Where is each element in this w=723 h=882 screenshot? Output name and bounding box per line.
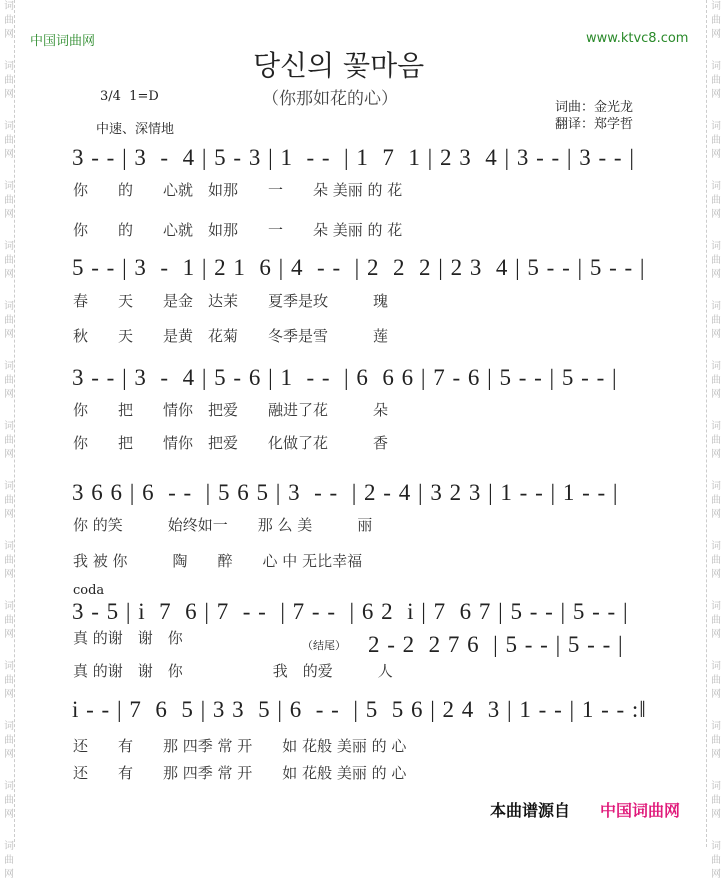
side-watermark: 词 曲 网 bbox=[4, 661, 14, 700]
side-watermark: 词 曲 网 bbox=[4, 601, 14, 640]
side-watermark: 词 曲 网 bbox=[4, 1, 14, 40]
source-site-link[interactable]: 中国词曲网 bbox=[600, 801, 681, 820]
side-watermark: 词 曲 网 bbox=[711, 481, 721, 520]
side-watermark: 词 曲 网 bbox=[4, 121, 14, 160]
side-watermark: 词 曲 网 bbox=[711, 61, 721, 100]
side-watermark: 词 曲 网 bbox=[711, 241, 721, 280]
time-key-signature: 3/4 1=D bbox=[100, 89, 159, 104]
lyrics-1-verse-1: 你 的 心就 如那 一 朵 美丽 的 花 bbox=[73, 181, 403, 199]
notation-line-3: 3 - - | 3 - 4 | 5 - 6 | 1 - - | 6 6 6 | 7 - 6 | 5 - - | 5 - - | bbox=[72, 365, 618, 390]
coda-marking: coda bbox=[73, 583, 105, 598]
side-watermark: 词 曲 网 bbox=[711, 1, 721, 40]
lyrics-5-verse-2: 真 的谢 谢 你 我 的爱 人 bbox=[73, 662, 393, 680]
lyrics-1-verse-2: 你 的 心就 如那 一 朵 美丽 的 花 bbox=[73, 221, 403, 239]
side-watermark: 词 曲 网 bbox=[711, 781, 721, 820]
side-watermark: 词 曲 网 bbox=[4, 181, 14, 220]
side-watermark: 词 曲 网 bbox=[711, 301, 721, 340]
ending-notation: 2 - 2 2 7 6 | 5 - - | 5 - - | bbox=[368, 632, 624, 657]
lyrics-6-verse-2: 还 有 那 四季 常 开 如 花般 美丽 的 心 bbox=[73, 764, 407, 782]
side-watermark: 词 曲 网 bbox=[711, 121, 721, 160]
lyrics-2-verse-1: 春 天 是金 达茉 夏季是玫 瑰 bbox=[73, 292, 389, 310]
source-label: 本曲谱源自 bbox=[490, 801, 571, 820]
side-watermark: 词 曲 网 bbox=[4, 61, 14, 100]
site-url[interactable]: www.ktvc8.com bbox=[586, 31, 689, 46]
song-subtitle: （你那如花的心） bbox=[262, 89, 398, 109]
side-watermark: 词 曲 网 bbox=[711, 601, 721, 640]
side-watermark: 词 曲 网 bbox=[711, 181, 721, 220]
tempo-marking: 中速、深情地 bbox=[96, 122, 175, 137]
lyrics-6-verse-1: 还 有 那 四季 常 开 如 花般 美丽 的 心 bbox=[73, 737, 407, 755]
side-watermark: 词 曲 网 bbox=[4, 481, 14, 520]
lyrics-2-verse-2: 秋 天 是黄 花菊 冬季是雪 莲 bbox=[73, 327, 389, 345]
translator-credit: 翻译：郑学哲 bbox=[555, 117, 634, 132]
side-watermark: 词 曲 网 bbox=[4, 541, 14, 580]
lyrics-4-verse-1: 你 的笑 始终如一 那 么 美 丽 bbox=[73, 516, 373, 534]
notation-line-2: 5 - - | 3 - 1 | 2 1 6 | 4 - - | 2 2 2 | 2 3 4 | 5 - - | 5 - - | bbox=[72, 255, 646, 280]
side-watermark: 词 曲 网 bbox=[4, 781, 14, 820]
lyrics-4-verse-2: 我 被 你 陶 醉 心 中 无比幸福 bbox=[73, 552, 363, 570]
side-watermark: 词 曲 网 bbox=[4, 841, 14, 880]
side-watermark: 词 曲 网 bbox=[4, 421, 14, 460]
notation-line-1: 3 - - | 3 - 4 | 5 - 3 | 1 - - | 1 7 1 | 2 3 4 | 3 - - | 3 - - | bbox=[72, 145, 635, 170]
side-watermark: 词 曲 网 bbox=[4, 721, 14, 760]
side-watermark: 词 曲 网 bbox=[4, 241, 14, 280]
lyrics-3-verse-2: 你 把 情你 把爱 化做了花 香 bbox=[73, 434, 389, 452]
lyrics-3-verse-1: 你 把 情你 把爱 融进了花 朵 bbox=[73, 401, 389, 419]
side-watermark: 词 曲 网 bbox=[4, 301, 14, 340]
side-watermark: 词 曲 网 bbox=[711, 721, 721, 760]
side-watermark: 词 曲 网 bbox=[711, 841, 721, 880]
side-watermark: 词 曲 网 bbox=[711, 661, 721, 700]
notation-line-5: 3 - 5 | i 7 6 | 7 - - | 7 - - | 6 2 i | 7 6 7 | 5 - - | 5 - - | bbox=[72, 599, 629, 624]
notation-line-4: 3 6 6 | 6 - - | 5 6 5 | 3 - - | 2 - 4 | 3 2 3 | 1 - - | 1 - - | bbox=[72, 480, 619, 505]
site-logo-text[interactable]: 中国词曲网 bbox=[30, 34, 96, 49]
side-watermark: 词 曲 网 bbox=[711, 361, 721, 400]
side-watermark: 词 曲 网 bbox=[711, 421, 721, 460]
composer-credit: 词曲：金光龙 bbox=[555, 100, 634, 115]
song-title: 당신의 꽃마음 bbox=[253, 49, 425, 82]
lyrics-5-verse-1: 真 的谢 谢 你 bbox=[73, 629, 183, 647]
side-watermark: 词 曲 网 bbox=[4, 361, 14, 400]
ending-label: （结尾） bbox=[302, 639, 346, 652]
side-watermark: 词 曲 网 bbox=[711, 541, 721, 580]
notation-line-6: i - - | 7 6 5 | 3 3 5 | 6 - - | 5 5 6 | 2 4 3 | 1 - - | 1 - - :‖ bbox=[72, 697, 647, 722]
